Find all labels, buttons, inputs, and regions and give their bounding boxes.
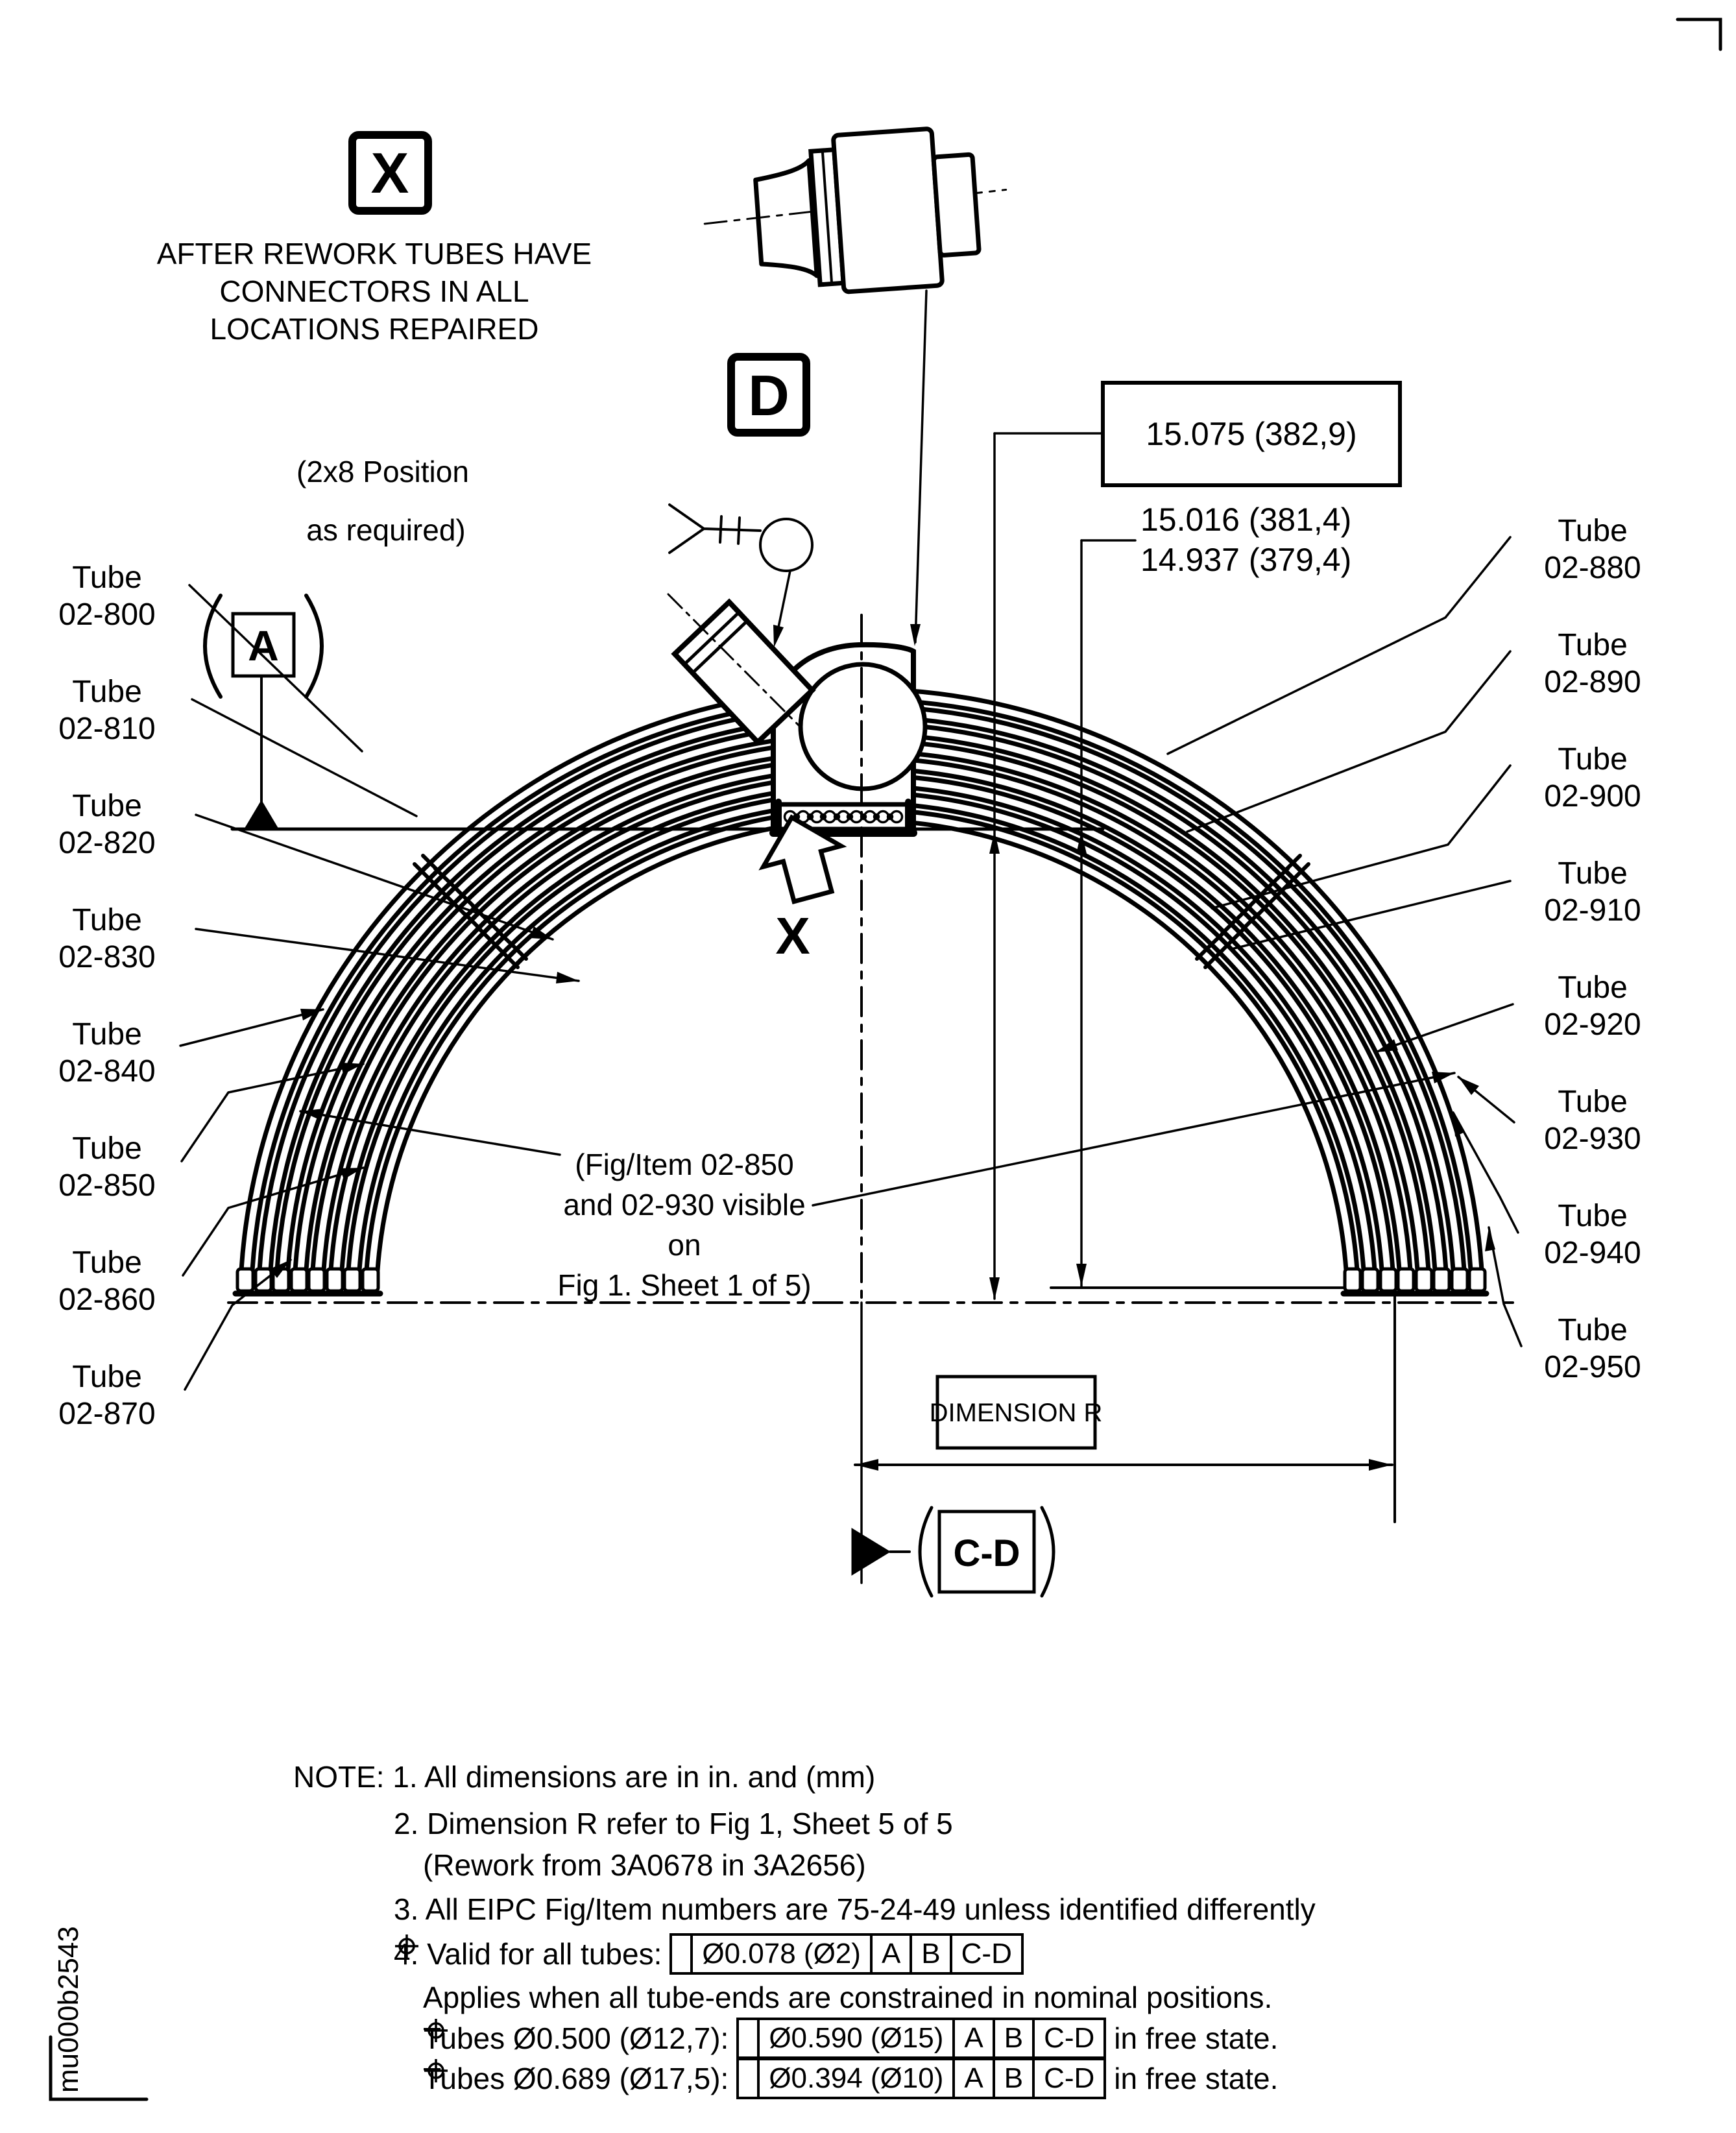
- feature-control-frame-500: [736, 2018, 1106, 2059]
- position-note-line1: (2x8 Position: [296, 455, 469, 488]
- center-note-line3: Fig 1. Sheet 1 of 5): [557, 1268, 812, 1302]
- dim-15016-text: 15.016 (381,4): [1140, 501, 1352, 538]
- connector-bell: [754, 161, 817, 280]
- tube-label-02-890: Tube 02-890: [1544, 628, 1641, 699]
- fcf-datum-a: A: [952, 2060, 992, 2097]
- fcf-datum-cd: C-D: [950, 1936, 1021, 1972]
- note-line-2b: (Rework from 3A0678 in 3A2656): [423, 1848, 866, 1882]
- tube-label-02-900: Tube 02-900: [1544, 742, 1641, 813]
- watermark-text: mu000b2543: [53, 1926, 84, 2093]
- x-flag-label: X: [370, 141, 409, 205]
- connector-stub: [934, 154, 979, 256]
- fcf-tolerance: Ø0.078 (Ø2): [690, 1936, 870, 1972]
- corner-mark-top-right: [1678, 19, 1720, 49]
- datum-a-triangle: [245, 801, 278, 828]
- rework-note-line3: LOCATIONS REPAIRED: [210, 312, 539, 346]
- note-line-free1: Tubes Ø0.500 (Ø12,7): Ø0.590 (Ø15) A B C-D in free state.: [423, 2018, 1278, 2059]
- center-note: [555, 1144, 814, 1305]
- note-line-3: 3. All EIPC Fig/Item numbers are 75-24-49 unless identified differently: [394, 1892, 1316, 1926]
- connector-to-elbow-leader: [915, 291, 926, 642]
- tube-label-02-870: Tube 02-870: [58, 1360, 156, 1431]
- tube-end-connectors-left: [235, 1269, 380, 1294]
- position-symbol-icon: [739, 2020, 757, 2056]
- rework-note: [151, 235, 598, 348]
- center-note-leaders: [300, 1072, 1454, 1205]
- position-symbol-icon: [739, 2060, 757, 2097]
- datum-cd-label: C-D: [953, 1532, 1020, 1574]
- tube-label-02-800: Tube 02-800: [58, 560, 156, 632]
- feature-control-frame-all: [669, 1933, 1023, 1975]
- position-note-line2: as required): [306, 513, 466, 547]
- datum-cd-triangle: [852, 1528, 890, 1575]
- tube-label-02-910: Tube 02-910: [1544, 856, 1641, 928]
- note-line-4: 4. Valid for all tubes: Ø0.078 (Ø2) A B C-D: [394, 1933, 1031, 1975]
- d-flag-label: D: [748, 363, 790, 428]
- fcf-datum-cd: C-D: [1032, 2060, 1103, 2097]
- note-line-free2: Tubes Ø0.689 (Ø17,5): Ø0.394 (Ø10) A B C-D in free state.: [423, 2058, 1278, 2099]
- flag-circle: [760, 519, 812, 571]
- fcf-tolerance: Ø0.394 (Ø10): [757, 2060, 952, 2097]
- connector-body: [833, 128, 943, 292]
- center-note-line2: and 02-930 visible on: [563, 1188, 806, 1262]
- tube-label-02-810: Tube 02-810: [58, 675, 156, 746]
- fcf-datum-b: B: [910, 1936, 949, 1972]
- tube-label-02-830: Tube 02-830: [58, 903, 156, 974]
- tube-end-connectors-right: [1344, 1269, 1486, 1294]
- tube-label-02-950: Tube 02-950: [1544, 1313, 1641, 1384]
- note-line-4b: Applies when all tube-ends are constrained in nominal positions.: [423, 1981, 1273, 2014]
- dimension-r-text: DIMENSION R: [929, 1399, 1103, 1427]
- fcf-tolerance: Ø0.590 (Ø15): [757, 2020, 952, 2056]
- tube-label-02-920: Tube 02-920: [1544, 970, 1641, 1042]
- position-symbol-icon: [672, 1936, 690, 1972]
- x-pointer-label: X: [775, 907, 810, 965]
- tube-label-02-850: Tube 02-850: [58, 1131, 156, 1203]
- note-line-1: NOTE: 1. All dimensions are in in. and (mm): [293, 1760, 876, 1794]
- cd-paren-right: [1042, 1508, 1054, 1596]
- dim-14937-text: 14.937 (379,4): [1140, 542, 1352, 578]
- connector-leader-arrow: [910, 624, 921, 646]
- flag-leader-arrow: [773, 625, 784, 647]
- rework-note-line1: AFTER REWORK TUBES HAVE: [156, 237, 592, 271]
- fcf-datum-a: A: [870, 1936, 910, 1972]
- fcf-datum-cd: C-D: [1032, 2020, 1103, 2056]
- fcf-datum-a: A: [952, 2020, 992, 2056]
- note-line-2: 2. Dimension R refer to Fig 1, Sheet 5 of 5: [394, 1807, 953, 1840]
- datum-a-paren-right: [306, 596, 322, 697]
- tube-label-02-940: Tube 02-940: [1544, 1199, 1641, 1270]
- fcf-datum-b: B: [993, 2020, 1032, 2056]
- connector-detail-drawing: [699, 124, 1013, 302]
- tube-label-02-880: Tube 02-880: [1544, 514, 1641, 585]
- cd-paren-left: [920, 1508, 932, 1596]
- datum-a-label: A: [248, 621, 279, 669]
- note-heading: NOTE:: [293, 1760, 385, 1794]
- tube-label-02-840: Tube 02-840: [58, 1017, 156, 1089]
- dim-15075-text: 15.075 (382,9): [1146, 416, 1357, 452]
- fcf-datum-b: B: [993, 2060, 1032, 2097]
- tube-label-02-820: Tube 02-820: [58, 789, 156, 860]
- datum-a-paren-left: [205, 596, 221, 697]
- datum-a-group: [205, 596, 1103, 829]
- tube-label-02-860: Tube 02-860: [58, 1246, 156, 1317]
- feature-control-frame-689: [736, 2058, 1106, 2099]
- center-note-line1: (Fig/Item 02-850: [575, 1148, 794, 1181]
- tube-label-02-930: Tube 02-930: [1544, 1085, 1641, 1156]
- rework-note-line2: CONNECTORS IN ALL: [219, 274, 529, 308]
